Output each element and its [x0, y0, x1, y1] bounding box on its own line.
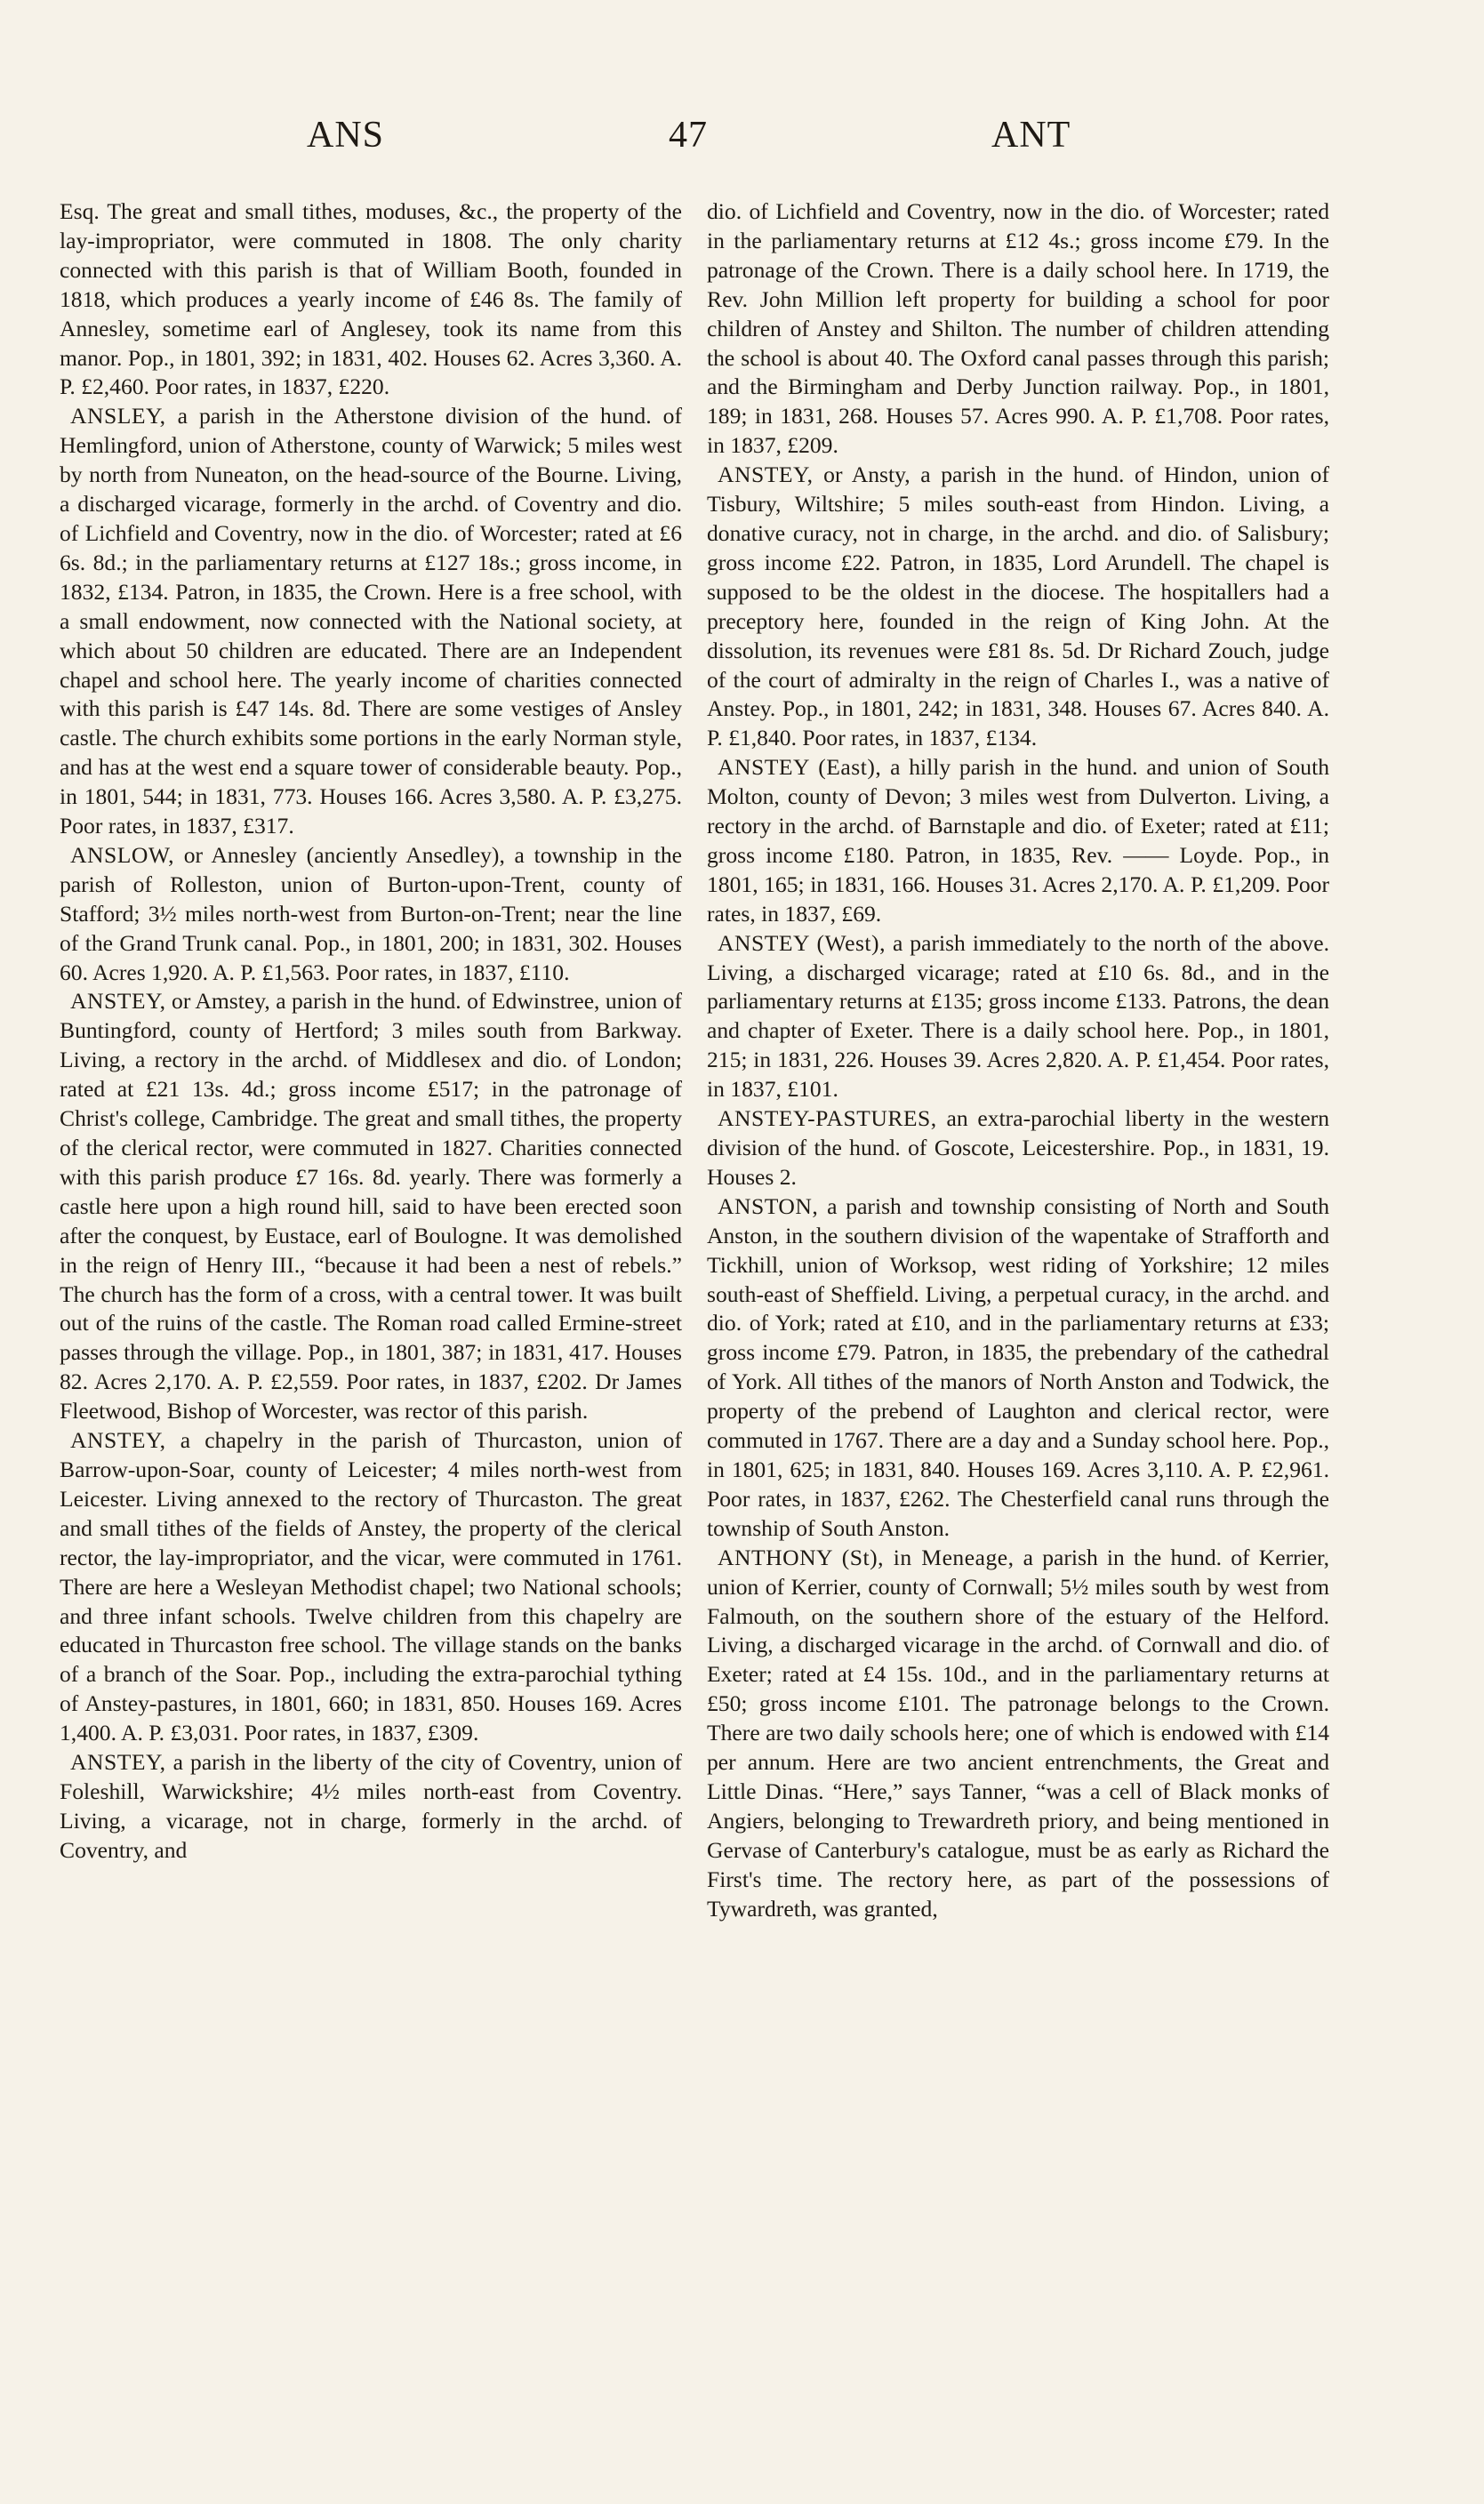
entry-continuation: dio. of Lichfield and Coventry, now in the dio. of Worcester; rated in the parliamentary returns at £12 4s.; gross income £79. In the patronage of the Crown. There is a daily school here. In 1719, the Rev. John Million left property for building a school for poor children of Anstey and Shilton. The number of children attending the school is about 40. The Oxford canal passes through this parish; and the Birmingham and Derby Junction railway. Pop., in 1801, 189; in 1831, 268. Houses 57. Acres 990. A. P. £1,708. Poor rates, in 1837, £209. — [707, 198, 1329, 459]
left-column — [60, 197, 682, 1866]
entry-anthony-st: ANTHONY (St), in Meneage, a parish in the hund. of Kerrier, union of Kerrier, county of Cornwall; 5½ miles south by west from Falmouth, on the southern shore of the estuary of the Helford. Living, a discharged vicarage in the archd. of Cornwall and dio. of Exeter; rated at £4 15s. 10d., and in the parliamentary returns at £50; gross income £101. The patronage belongs to the Crown. There are two daily schools here; one of which is endowed with £14 per annum. Here are two ancient entrenchments, the Great and Little Dinas. “Here,” says Tanner, “was a cell of Black monks of Angiers, belonging to Trewardreth priory, and being mentioned in Gervase of Canterbury's catalogue, must be as early as Richard the First's time. The rectory here, as part of the possessions of Tywardreth, was granted, — [707, 1544, 1329, 1922]
entry-anstey-leicester: ANSTEY, a chapelry in the parish of Thurcaston, union of Barrow-upon-Soar, county of Leicester; 4 miles north-west from Leicester. Living annexed to the rectory of Thurcaston. The great and small tithes of the fields of Anstey, the property of the clerical rector, the lay-impropriator, and the vicar, were commuted in 1761. There are here a Wesleyan Methodist chapel; two National schools; and three infant schools. Twelve children from this chapelry are educated in Thurcaston free school. The village stands on the banks of a branch of the Soar. Pop., including the extra-parochial tything of Anstey-pastures, in 1801, 660; in 1831, 850. Houses 169. Acres 1,400. A. P. £3,031. Poor rates, in 1837, £309. — [60, 1427, 682, 1746]
entry-anstey-coventry: ANSTEY, a parish in the liberty of the city of Coventry, union of Foleshill, Warwickshire; 4½ miles north-east from Coventry. Living, a vicarage, not in charge, formerly in the archd. of Coventry, and — [60, 1749, 682, 1863]
entry-heading: ANSLOW, — [70, 841, 175, 868]
entry-ansley: ANSLEY, a parish in the Atherstone division of the hund. of Hemlingford, union of Atherstone, county of Warwick; 5 miles west by north from Nuneaton, on the head-source of the Bourne. Living, a discharged vicarage, formerly in the archd. of Coventry and dio. of Lichfield and Coventry, now in the dio. of Worcester; rated at £6 6s. 8d.; in the parliamentary returns at £127 18s.; gross income, in 1832, £134. Patron, in 1835, the Crown. Here is a free school, with a small endowment, now connected with the National society, at which about 50 children are educated. There are an Independent chapel and school here. The yearly income of charities connected with this parish is £47 14s. 8d. There are some vestiges of Ansley castle. The church exhibits some portions in the early Norman style, and has at the west end a square tower of considerable beauty. Pop., in 1801, 544; in 1831, 773. Houses 166. Acres 3,580. A. P. £3,275. Poor rates, in 1837, £317. — [60, 403, 682, 839]
entry-heading: ANSTEY, — [70, 1749, 166, 1776]
entry-anstey-west: ANSTEY (West), a parish immediately to the north of the above. Living, a discharged vicarage; rated at £10 6s. 8d., and in the parliamentary returns at £135; gross income £133. Patrons, the dean and chapter of Exeter. There is a daily school here. Pop., in 1801, 215; in 1831, 226. Houses 39. Acres 2,820. A. P. £1,454. Poor rates, in 1837, £101. — [707, 929, 1329, 1103]
entry-anston: ANSTON, a parish and township consisting of North and South Anston, in the southern division of the wapentake of Strafforth and Tickhill, union of Worksop, west riding of Yorkshire; 12 miles south-east of Sheffield. Living, a perpetual curacy, in the archd. and dio. of York; rated at £10, and in the parliamentary returns at £33; gross income £79. Patron, in 1835, the prebendary of the cathedral of York. All tithes of the manors of North Anston and Todwick, the property of the prebend of Laughton and clerical rector, were commuted in 1767. There are a day and a Sunday school here. Pop., in 1801, 625; in 1831, 840. Houses 169. Acres 3,110. A. P. £2,961. Poor rates, in 1837, £262. The Chesterfield canal runs through the township of South Anston. — [707, 1192, 1329, 1541]
running-header — [0, 114, 1484, 167]
entry-anstey-wiltshire: ANSTEY, or Ansty, a parish in the hund. of Hindon, union of Tisbury, Wiltshire; 5 miles south-east from Hindon. Living, a donative curacy, not in charge, in the archd. and dio. of Salisbury; gross income £22. Patron, in 1835, Lord Arundell. The chapel is supposed to be the oldest in the diocese. The hospitallers had a preceptory here, founded in the reign of King John. At the dissolution, its revenues were £81 8s. 5d. Dr Richard Zouch, judge of the court of admiralty in the reign of Charles I., was a native of Anstey. Pop., in 1801, 242; in 1831, 348. Houses 67. Acres 840. A. P. £1,840. Poor rates, in 1837, £134. — [707, 461, 1329, 751]
header-left-keyword: ANS — [307, 115, 385, 156]
entry-heading: ANSTON, — [718, 1192, 819, 1219]
entry-anstey-pastures: ANSTEY-PASTURES, an extra-parochial liberty in the western division of the hund. of Goscote, Leicestershire. Pop., in 1831, 19. Houses 2. — [707, 1105, 1329, 1190]
entry-heading: ANSTEY, — [70, 988, 166, 1015]
entry-anstey-east: ANSTEY (East), a hilly parish in the hund. and union of South Molton, county of Devon; 3 miles west from Dulverton. Living, a rectory in the archd. of Barnstaple and dio. of Exeter; rated at £11; gross income £180. Patron, in 1835, Rev. —— Loyde. Pop., in 1801, 165; in 1831, 166. Houses 31. Acres 2,170. A. P. £1,209. Poor rates, in 1837, £69. — [707, 754, 1329, 927]
right-column — [707, 197, 1329, 1923]
entry-continuation: Esq. The great and small tithes, moduses, &c., the property of the lay-impropriator, were commuted in 1808. The only charity connected with this parish is that of William Booth, founded in 1818, which produces a yearly income of £46 8s. The family of Annesley, sometime earl of Anglesey, took its name from this manor. Pop., in 1801, 392; in 1831, 402. Houses 62. Acres 3,360. A. P. £2,460. Poor rates, in 1837, £220. — [60, 198, 682, 400]
entry-heading: ANSTEY, — [718, 461, 814, 488]
entry-heading: ANTHONY (St), in Meneage, — [718, 1544, 1015, 1570]
entry-heading: ANSTEY-PASTURES, — [718, 1105, 937, 1132]
header-right-keyword: ANT — [991, 115, 1071, 156]
entry-heading: ANSTEY (West), — [718, 929, 886, 956]
entry-anstey-hertford: ANSTEY, or Amstey, a parish in the hund. of Edwinstree, union of Buntingford, county of Hertford; 3 miles south from Barkway. Living, a rectory in the archd. of Middlesex and dio. of London; rated at £21 13s. 4d.; gross income £517; in the patronage of Christ's college, Cambridge. The great and small tithes, the property of the clerical rector, were commuted in 1827. Charities connected with this parish produce £7 16s. 8d. yearly. There was formerly a castle here upon a high round hill, said to have been erected soon after the conquest, by Eustace, earl of Boulogne. It was demolished in the reign of Henry III., “because it had been a nest of rebels.” The church has the form of a cross, with a central tower. It was built out of the ruins of the castle. The Roman road called Ermine-street passes through the village. Pop., in 1801, 387; in 1831, 417. Houses 82. Acres 2,170. A. P. £2,559. Poor rates, in 1837, £202. Dr James Fleetwood, Bishop of Worcester, was rector of this parish. — [60, 988, 682, 1425]
page-number: 47 — [669, 115, 708, 156]
entry-anslow: ANSLOW, or Annesley (anciently Ansedley), a township in the parish of Rolleston, union of Burton-upon-Trent, county of Stafford; 3½ miles north-west from Burton-on-Trent; near the line of the Grand Trunk canal. Pop., in 1801, 200; in 1831, 302. Houses 60. Acres 1,920. A. P. £1,563. Poor rates, in 1837, £110. — [60, 841, 682, 985]
entry-heading: ANSLEY, — [70, 403, 166, 429]
entry-heading: ANSTEY, — [70, 1427, 166, 1454]
entry-heading: ANSTEY (East), — [718, 754, 882, 781]
